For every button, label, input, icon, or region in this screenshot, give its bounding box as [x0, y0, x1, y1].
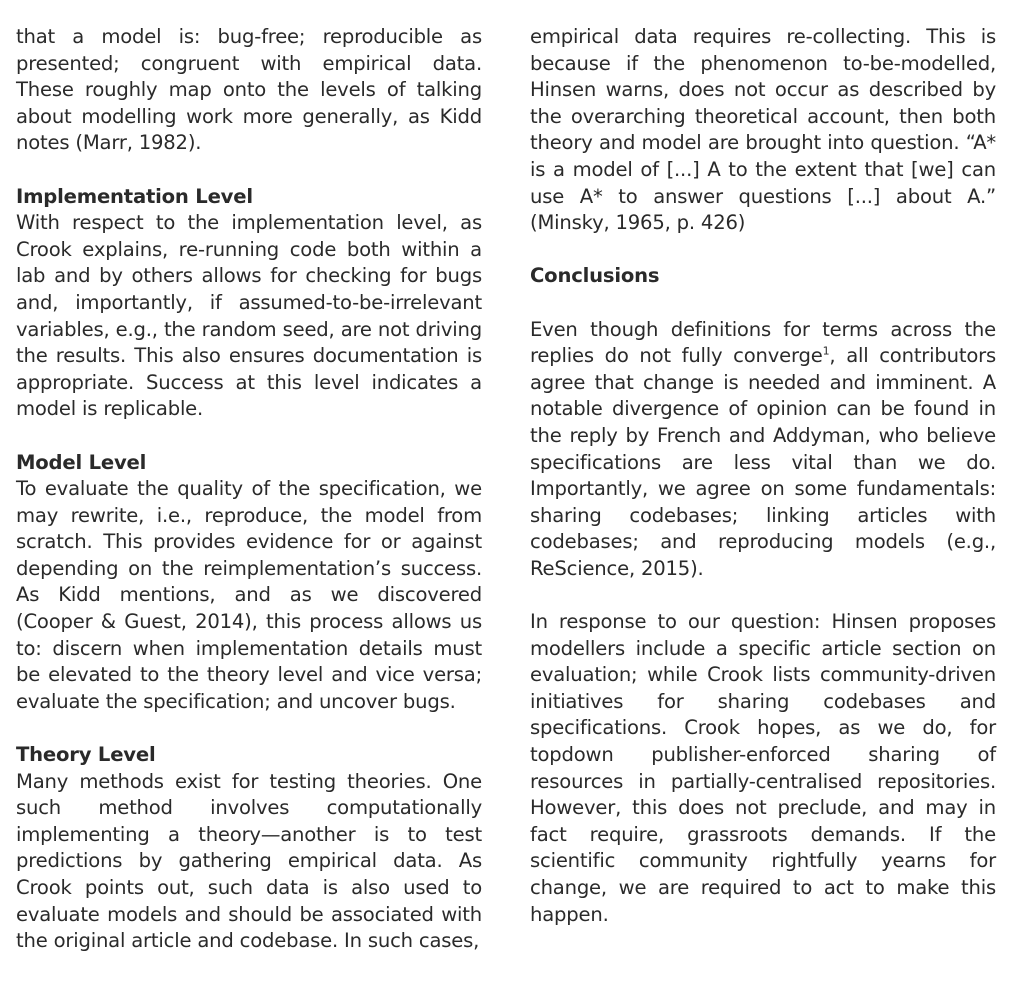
- conclusions-paragraph-1-text: Even though definitions for terms across the replies do not fully converge: [530, 317, 996, 368]
- paragraph-gap: [16, 423, 482, 450]
- footnote-marker: 1: [822, 344, 830, 358]
- implementation-level-heading: Implementation Level: [16, 184, 253, 208]
- conclusions-paragraph-1-rest: , all contributors agree that change is needed and imminent. A notable divergence of opinion can be found in the reply by French and Addyman, who believe specifications are less vital than we do. Importantly, we agree on some fundamentals: sharing codebases; linking articles with codebases; and reproducing models (e.g., ReScience, 2015).: [530, 344, 996, 580]
- theory-level-paragraph: Many methods exist for testing theories. One such method involves computationally implementing a theory—another is to test predictions by gathering empirical data. As Crook points out, such data is also used to evaluate models and should be associated with the original article and codebase. In such cases,: [16, 769, 482, 953]
- paragraph-gap: [530, 290, 996, 317]
- conclusions-heading: Conclusions: [530, 264, 660, 288]
- conclusions-paragraph-1: [530, 317, 996, 583]
- paragraph-gap: [16, 715, 482, 742]
- paragraph-gap: [16, 157, 482, 184]
- right-column: [530, 24, 996, 928]
- paragraph-gap: [530, 237, 996, 264]
- model-level-paragraph: To evaluate the quality of the specification, we may rewrite, i.e., reproduce, the model from scratch. This provides evidence for or against depending on the reimplementation’s success. As Kidd mentions, and as we discovered (Cooper & Guest, 2014), this process allows us to: discern when implementation details must be elevated to the theory level and vice versa; evaluate the specification; and uncover bugs.: [16, 477, 482, 713]
- intro-paragraph: that a model is: bug-free; reproducible as presented; congruent with empirical data. These roughly map onto the levels of talking about modelling work more generally, as Kidd notes (Marr, 1982).: [16, 25, 482, 155]
- conclusions-paragraph-2: In response to our question: Hinsen proposes modellers include a specific article section on evaluation; while Crook lists community-driven initiatives for sharing codebases and specifications. Crook hopes, as we do, for topdown publisher-enforced sharing of resources in partially-centralised repositories. However, this does not preclude, and may in fact require, grassroots demands. If the scientific community rightfully yearns for change, we are required to act to make this happen.: [530, 610, 996, 926]
- model-level-heading: Model Level: [16, 450, 147, 474]
- theory-level-heading: Theory Level: [16, 743, 156, 767]
- paragraph-gap: [530, 582, 996, 609]
- left-column: [16, 24, 482, 955]
- continuation-paragraph: empirical data requires re-collecting. This is because if the phenomenon to-be-modelled, Hinsen warns, does not occur as described by the overarching theoretical account, then both theory and model are brought into question. “A* is a model of [...] A to the extent that [we] can use A* to answer questions [...] about A.” (Minsky, 1965, p. 426): [530, 25, 996, 235]
- implementation-level-paragraph: With respect to the implementation level, as Crook explains, re-running code both within a lab and by others allows for checking for bugs and, importantly, if assumed-to-be-irrelevant variables, e.g., the random seed, are not driving the results. This also ensures documentation is appropriate. Success at this level indicates a model is replicable.: [16, 211, 482, 421]
